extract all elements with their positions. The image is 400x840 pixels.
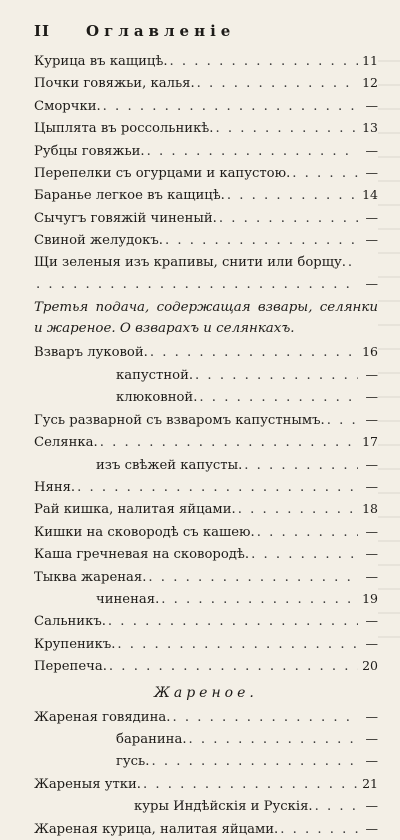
toc-entry: баранина. . . . — (34, 728, 378, 750)
toc-entry: Сальникъ. . . . — (34, 610, 378, 632)
toc-entry: клюковной. . . . — (34, 386, 378, 408)
page-number: II (34, 22, 51, 40)
toc-entry: Гусь разварной съ взваромъ капустнымъ. . . . — (34, 409, 378, 431)
toc-entry: Рай кишка, налитая яйцами. . . . 18 (34, 498, 378, 520)
toc-entry: Няня. . . . — (34, 476, 378, 498)
toc-entry: Кишки на сковородѣ съ кашею. . . . — (34, 521, 378, 543)
toc-entry: Взваръ луковой. . . . 16 (34, 341, 378, 363)
page-title: Оглавленіе (86, 22, 236, 40)
toc-entry: Сморчки. . . . — (34, 95, 378, 117)
toc-entry: Каша гречневая на сковородѣ. . . . — (34, 543, 378, 565)
toc-entry: капустной. . . . — (34, 364, 378, 386)
toc-entry: изъ свѣжей капусты. . . . — (34, 454, 378, 476)
toc-entry: Почки говяжьи, калья. . . . 12 (34, 72, 378, 94)
contents-list (34, 50, 378, 840)
toc-entry: Цыплята въ россольникѣ. . . . 13 (34, 117, 378, 139)
toc-entry: гусь. . . . — (34, 750, 378, 772)
toc-entry: Курица въ кащицѣ. . . . 11 (34, 50, 378, 72)
toc-entry: куры Индѣйскія и Рускія. . . . — (34, 795, 378, 817)
toc-entry: Перепеча. . . . 20 (34, 655, 378, 677)
toc-entry: чиненая. . . . 19 (34, 588, 378, 610)
toc-entry: Свиной желудокъ. . . . — (34, 229, 378, 251)
toc-entry: Жареныя утки. . . . 21 (34, 773, 378, 795)
toc-entry: . . . — (34, 273, 378, 295)
toc-entry: Щи зеленыя изъ крапивы, снити или борщу. . . . (34, 252, 378, 273)
toc-entry: Жареная курица, налитая яйцами. . . . — (34, 818, 378, 840)
toc-entry: Перепелки съ огурцами и капустою. . . . — (34, 162, 378, 184)
toc-entry: Крупеникъ. . . . — (34, 633, 378, 655)
toc-entry: Жареная говядина. . . . — (34, 706, 378, 728)
toc-entry: Рубцы говяжьи. . . . — (34, 140, 378, 162)
toc-entry: Баранье легкое въ кащицѣ. . . . 14 (34, 184, 378, 206)
section-heading-third-course: Третья подача, содержащая взвары, селянки и жареное. О взварахъ и селянкахъ. (34, 300, 378, 337)
toc-entry: Сычугъ говяжій чиненый. . . . — (34, 207, 378, 229)
toc-entry: Тыква жареная. . . . — (34, 566, 378, 588)
section-heading-roasts: Жареное. (154, 684, 258, 701)
toc-entry: Селянка. . . . 17 (34, 431, 378, 453)
page-header (34, 22, 378, 50)
